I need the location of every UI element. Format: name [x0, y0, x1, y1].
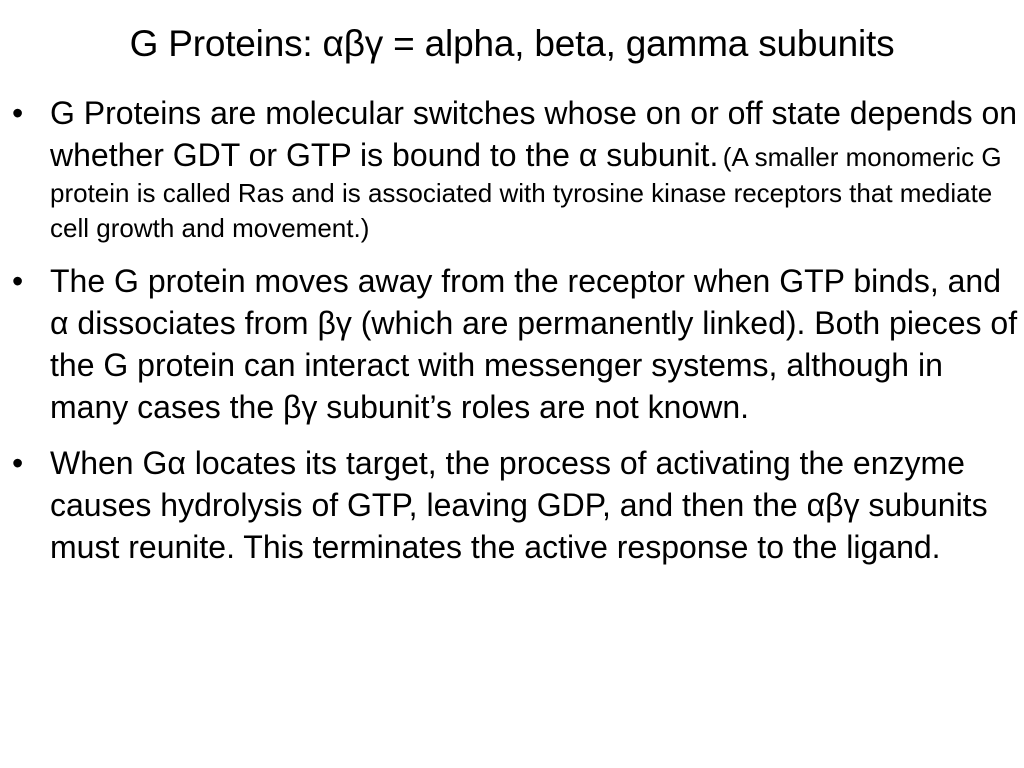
bullet-text: G Proteins are molecular switches whose on or off state depends on whether GDT or GTP is bound to the α subunit.: [50, 95, 1018, 173]
bullet-item: [12, 92, 1020, 246]
bullet-dot-icon: •: [12, 263, 24, 299]
bullet-dot-icon: •: [12, 445, 24, 481]
bullet-text: The G protein moves away from the receptor when GTP binds, and α dissociates from βγ (which are permanently linked). Both pieces of the G protein can interact with messenger systems, although in many cases the βγ subunit’s roles are not known.: [50, 263, 1018, 425]
slide-title: G Proteins: αβγ = alpha, beta, gamma subunits: [129, 23, 895, 64]
bullet-text: When Gα locates its target, the process of activating the enzyme causes hydrolysis of GTP, leaving GDP, and then the αβγ subunits must reunite. This terminates the active response to the ligand.: [50, 445, 988, 565]
bullet-dot-icon: •: [12, 95, 24, 131]
bullet-list: [12, 92, 1020, 568]
bullet-item: [12, 442, 1020, 568]
bullet-aside-text: (A smaller monomeric G protein is called Ras and is associated with tyrosine kinase receptors that mediate cell growth and movement.): [50, 142, 1002, 243]
bullet-item: [12, 260, 1020, 428]
